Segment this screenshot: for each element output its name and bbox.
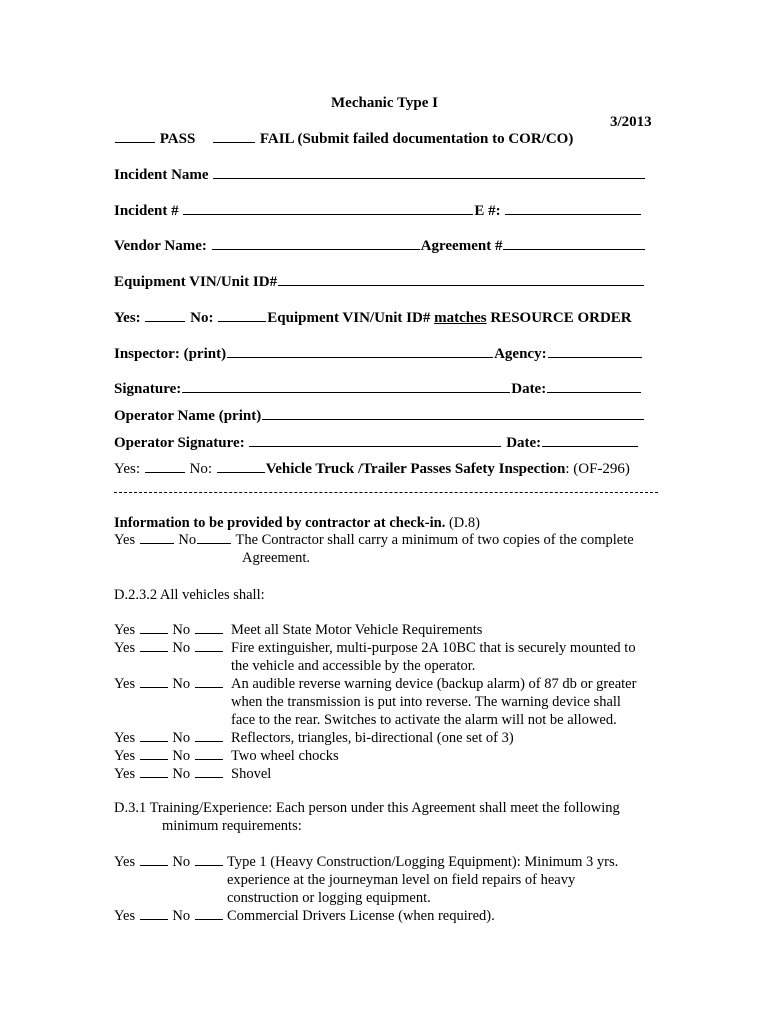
vehicle-req-item	[114, 621, 224, 639]
checkin-no-label: No	[178, 532, 197, 548]
signature-field[interactable]	[182, 380, 510, 393]
vehicle-req-no-blank[interactable]	[195, 747, 223, 760]
operator-name-row	[114, 407, 645, 425]
fail-label: FAIL (Submit failed documentation to COR/CO)	[259, 131, 574, 147]
operator-signature-row	[114, 434, 639, 452]
vehicle-req-yes-label: Yes	[114, 640, 136, 656]
vehicle-req-item	[114, 729, 224, 747]
vin-match-resource-order: RESOURCE ORDER	[490, 310, 632, 326]
vin-match-yes-label: Yes:	[114, 310, 141, 326]
safety-text: Vehicle Truck /Trailer Passes Safety Inspection	[265, 461, 566, 477]
vehicle-req-item	[114, 675, 224, 693]
vehicles-heading: D.2.3.2 All vehicles shall:	[114, 587, 265, 603]
training-req-item-text: Commercial Drivers License (when required).	[227, 908, 495, 924]
vehicle-req-no-label: No	[172, 622, 191, 638]
inspector-field[interactable]	[227, 345, 493, 358]
vin-match-text: Equipment VIN/Unit ID#	[267, 310, 431, 326]
vehicle-req-no-blank[interactable]	[195, 621, 223, 634]
training-req-item-text: experience at the journeyman level on field repairs of heavy	[227, 872, 576, 888]
inspector-label: Inspector: (print)	[114, 346, 227, 362]
vehicle-req-item-text: An audible reverse warning device (backup alarm) of 87 db or greater	[231, 676, 637, 692]
vehicle-req-item-text: Reflectors, triangles, bi-directional (one set of 3)	[231, 730, 514, 746]
vehicle-req-no-label: No	[172, 640, 191, 656]
vin-match-matches: matches	[434, 310, 487, 326]
safety-yes-label: Yes:	[114, 461, 140, 477]
vehicle-req-no-blank[interactable]	[195, 639, 223, 652]
vehicle-req-item-text: Meet all State Motor Vehicle Requirements	[231, 622, 483, 638]
vehicle-req-yes-blank[interactable]	[140, 621, 168, 634]
vehicle-req-no-blank[interactable]	[195, 765, 223, 778]
incident-name-label: Incident Name	[114, 167, 209, 183]
checkin-text-cont: Agreement.	[242, 550, 311, 566]
form-title: Mechanic Type I	[331, 95, 438, 111]
signature-date-field[interactable]	[547, 380, 641, 393]
vehicle-req-no-blank[interactable]	[195, 729, 223, 742]
training-req-yes-label: Yes	[114, 908, 136, 924]
vendor-row	[114, 237, 646, 255]
vehicle-req-no-label: No	[172, 676, 191, 692]
training-heading-cont: minimum requirements:	[162, 818, 302, 834]
pass-blank[interactable]	[115, 130, 155, 143]
checkin-yes-blank[interactable]	[140, 531, 174, 544]
vin-match-row	[114, 309, 632, 327]
vehicle-req-yes-label: Yes	[114, 730, 136, 746]
vehicle-req-item-text: Shovel	[231, 766, 272, 782]
safety-form-ref: : (OF-296)	[565, 461, 630, 477]
vehicle-req-item-text: face to the rear. Switches to activate the alarm will not be allowed.	[231, 712, 617, 728]
fail-blank[interactable]	[213, 130, 255, 143]
training-req-yes-label: Yes	[114, 854, 136, 870]
inspector-row	[114, 345, 643, 363]
signature-date-label: Date:	[511, 381, 547, 397]
signature-label: Signature:	[114, 381, 182, 397]
vehicle-req-yes-label: Yes	[114, 622, 136, 638]
e-number-field[interactable]	[505, 202, 641, 215]
training-req-item	[114, 907, 224, 925]
checkin-heading	[114, 514, 480, 532]
vehicle-req-item-text: Two wheel chocks	[231, 748, 339, 764]
incident-name-field[interactable]	[213, 166, 645, 179]
safety-no-blank[interactable]	[217, 460, 265, 473]
vehicle-req-no-blank[interactable]	[195, 675, 223, 688]
vin-match-yes-blank[interactable]	[145, 309, 185, 322]
vin-row	[114, 273, 645, 291]
vehicle-req-item	[114, 765, 224, 783]
pass-fail-row	[114, 130, 573, 148]
signature-row	[114, 380, 642, 398]
vehicle-req-yes-blank[interactable]	[140, 747, 168, 760]
operator-signature-field[interactable]	[249, 434, 501, 447]
vin-match-no-label: No:	[190, 310, 214, 326]
incident-number-label: Incident #	[114, 203, 179, 219]
pass-label: PASS	[159, 131, 196, 147]
vin-label: Equipment VIN/Unit ID#	[114, 274, 278, 290]
training-req-item-text: construction or logging equipment.	[227, 890, 431, 906]
incident-number-row	[114, 202, 642, 220]
training-req-no-label: No	[172, 908, 191, 924]
e-number-label: E #:	[474, 203, 501, 219]
vehicle-req-no-label: No	[172, 766, 191, 782]
training-req-item	[114, 853, 224, 871]
vehicle-req-item	[114, 747, 224, 765]
vehicle-req-yes-blank[interactable]	[140, 729, 168, 742]
training-req-no-label: No	[172, 854, 191, 870]
operator-name-label: Operator Name (print)	[114, 408, 262, 424]
vehicle-req-yes-blank[interactable]	[140, 675, 168, 688]
vehicle-req-yes-label: Yes	[114, 676, 136, 692]
vehicle-req-yes-label: Yes	[114, 748, 136, 764]
vehicle-req-yes-blank[interactable]	[140, 639, 168, 652]
vendor-name-field[interactable]	[212, 237, 420, 250]
training-req-item-text: Type 1 (Heavy Construction/Logging Equipment): Minimum 3 yrs.	[227, 854, 619, 870]
agreement-number-label: Agreement #	[420, 238, 503, 254]
agency-label: Agency:	[494, 346, 547, 362]
agency-field[interactable]	[548, 345, 642, 358]
incident-name-row	[114, 166, 646, 184]
checkin-no-blank[interactable]	[197, 531, 231, 544]
operator-signature-label: Operator Signature:	[114, 435, 245, 451]
vehicle-req-no-label: No	[172, 748, 191, 764]
vin-field[interactable]	[278, 273, 644, 286]
vehicle-req-yes-label: Yes	[114, 766, 136, 782]
checkin-heading-text: Information to be provided by contractor at check-in.	[114, 515, 446, 531]
operator-date-label: Date:	[506, 435, 542, 451]
vendor-name-label: Vendor Name:	[114, 238, 207, 254]
vehicle-req-item	[114, 639, 224, 657]
section-divider	[114, 492, 658, 493]
vehicle-req-item-text: the vehicle and accessible by the operator.	[231, 658, 476, 674]
training-req-no-blank[interactable]	[195, 853, 223, 866]
training-heading: D.3.1 Training/Experience: Each person under this Agreement shall meet the following	[114, 800, 620, 816]
safety-row	[114, 460, 630, 478]
vehicle-req-item-text: Fire extinguisher, multi-purpose 2A 10BC that is securely mounted to	[231, 640, 636, 656]
checkin-yes-label: Yes	[114, 532, 136, 548]
checkin-text: The Contractor shall carry a minimum of two copies of the complete	[235, 532, 634, 548]
safety-yes-blank[interactable]	[145, 460, 185, 473]
vehicle-req-yes-blank[interactable]	[140, 765, 168, 778]
training-req-no-blank[interactable]	[195, 907, 223, 920]
training-req-yes-blank[interactable]	[140, 907, 168, 920]
incident-number-field[interactable]	[183, 202, 473, 215]
agreement-number-field[interactable]	[503, 237, 645, 250]
vehicle-req-item-text: when the transmission is put into reverse. The warning device shall	[231, 694, 621, 710]
form-date: 3/2013	[610, 114, 652, 130]
checkin-heading-ref: (D.8)	[445, 515, 480, 531]
safety-no-label: No:	[189, 461, 212, 477]
checkin-item	[114, 531, 634, 549]
training-req-yes-blank[interactable]	[140, 853, 168, 866]
operator-name-field[interactable]	[262, 407, 644, 420]
vehicle-req-no-label: No	[172, 730, 191, 746]
vin-match-no-blank[interactable]	[218, 309, 266, 322]
operator-date-field[interactable]	[542, 434, 638, 447]
